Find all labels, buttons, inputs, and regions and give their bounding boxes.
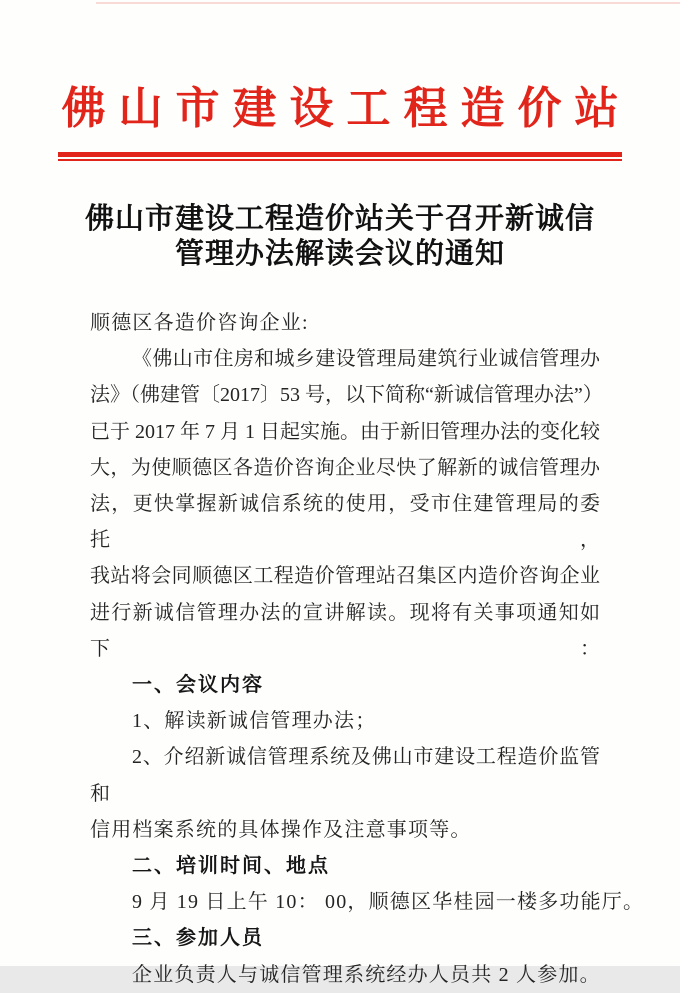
section-heading: 三、参加人员 (132, 927, 264, 950)
body-line: 我站将会同顺德区工程造价管理站召集区内造价咨询企业 (90, 565, 600, 588)
body-line: 进行新诚信管理办法的宣讲解读。现将有关事项通知如下： (90, 601, 600, 660)
body-line: 信用档案系统的具体操作及注意事项等。 (90, 818, 472, 841)
red-divider-thin-line (58, 159, 622, 161)
notice-title-line2: 管理办法解读会议的通知 (174, 238, 505, 270)
body-line: 9 月 19 日上午 10： 00，顺德区华桂园一楼多功能厅。 (132, 891, 645, 914)
body-line: 企业负责人与诚信管理系统经办人员共 2 人参加。 (132, 963, 601, 986)
section-heading: 一、会议内容 (132, 674, 264, 697)
body-line: 大，为使顺德区各造价咨询企业尽快了解新的诚信管理办 (90, 456, 600, 479)
body-line: 法，更快掌握新诚信系统的使用，受市住建管理局的委托， (90, 493, 600, 552)
body-line: 法》（佛建管〔2017〕53 号，以下简称“新诚信管理办法”） (90, 384, 603, 407)
notice-body (90, 305, 645, 993)
scan-artifact-line (96, 2, 680, 4)
notice-title (0, 202, 680, 272)
body-line: 已于 2017 年 7 月 1 日起实施。由于新旧管理办法的变化较 (90, 420, 600, 443)
body-line: 1、解读新诚信管理办法； (132, 710, 377, 733)
notice-title-line1: 佛山市建设工程造价站关于召开新诚信 (84, 203, 595, 235)
red-divider (58, 152, 622, 161)
body-line: 2、介绍新诚信管理系统及佛山市建设工程造价监管和 (90, 746, 600, 805)
section-heading: 二、培训时间、地点 (132, 855, 330, 878)
body-line: 顺德区各造价咨询企业: (90, 312, 309, 334)
body-line: 《佛山市住房和城乡建设管理局建筑行业诚信管理办 (132, 348, 600, 371)
org-name: 佛山市建设工程造价站 (61, 84, 632, 133)
